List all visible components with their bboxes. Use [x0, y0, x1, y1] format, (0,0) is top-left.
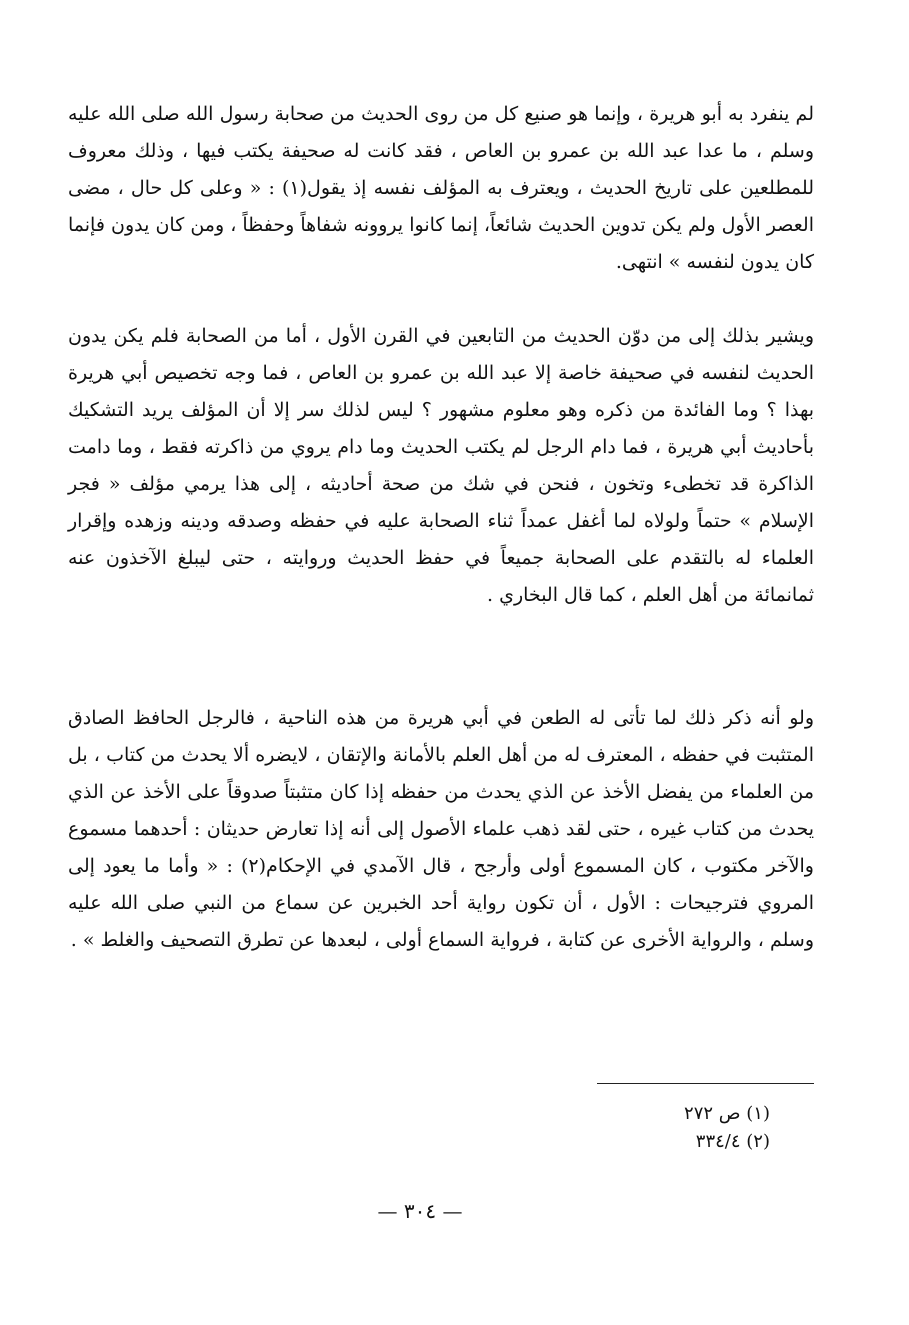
footnotes — [560, 1100, 810, 1156]
paragraph-3: ولو أنه ذكر ذلك لما تأتى له الطعن في أبي هريرة من هذه الناحية ، فالرجل الحافظ الصادق المتثبت في حفظه ، المعترف له من أهل العلم بالأمانة والإتقان ، لايضره ألا يحدث من كتاب ، بل من العلماء من يفضل الأخذ عن الذي يحدث من حفظه إذا كان متثبتاً صدوقاً على الأخذ عن الذي يحدث من كتاب غيره ، حتى لقد ذهب علماء الأصول إلى أنه إذا تعارض حديثان : أحدهما مسموع والآخر مكتوب ، كان المسموع أولى وأرجح ، قال الآمدي في الإحكام(٢) : « وأما ما يعود إلى المروي فترجيحات : الأول ، أن تكون رواية أحد الخبرين عن سماع من النبي صلى الله عليه وسلم ، والرواية الأخرى عن كتابة ، فرواية السماع أولى ، لبعدها عن تطرق التصحيف والغلط » . — [68, 707, 814, 951]
footnote-2: (٢) ٣٣٤/٤ — [695, 1131, 770, 1152]
footnote-1: (١) ص ٢٧٢ — [684, 1103, 770, 1124]
footnote-separator — [597, 1083, 814, 1084]
page-number: — ٣٠٤ — — [377, 1199, 463, 1223]
paragraph-2: ويشير بذلك إلى من دوّن الحديث من التابعين في القرن الأول ، أما من الصحابة فلم يكن يدون الحديث لنفسه في صحيفة خاصة إلا عبد الله بن عمرو بن العاص ، فما وجه تخصيص أبي هريرة بهذا ؟ وما الفائدة من ذكره وهو معلوم مشهور ؟ ليس لذلك سر إلا أن المؤلف يريد التشكيك بأحاديث أبي هريرة ، فما دام الرجل لم يكتب الحديث وما دام يروي من ذاكرته فقط ، وما دامت الذاكرة قد تخطىء وتخون ، فنحن في شك من صحة أحاديثه ، إلى هذا يرمي مؤلف « فجر الإسلام » حتماً ولولاه لما أغفل عمداً ثناء الصحابة عليه في حفظه وصدقه ودينه وزهده وإقرار العلماء له بالتقدم على الصحابة جميعاً في حفظ الحديث وروايته ، حتى ليبلغ الآخذون عنه ثمانمائة من أهل العلم ، كما قال البخاري . — [68, 325, 814, 606]
paragraph-1: لم ينفرد به أبو هريرة ، وإنما هو صنيع كل من روى الحديث من صحابة رسول الله صلى الله عليه وسلم ، ما عدا عبد الله بن عمرو بن العاص ، فقد كانت له صحيفة يكتب فيها ، وذلك معروف للمطلعين على تاريخ الحديث ، ويعترف به المؤلف نفسه إذ يقول(١) : « وعلى كل حال ، مضى العصر الأول ولم يكن تدوين الحديث شائعاً، إنما كانوا يروونه شفاهاً وحفظاً ، ومن كان يدون فإنما كان يدون لنفسه » انتهى. — [68, 103, 814, 273]
